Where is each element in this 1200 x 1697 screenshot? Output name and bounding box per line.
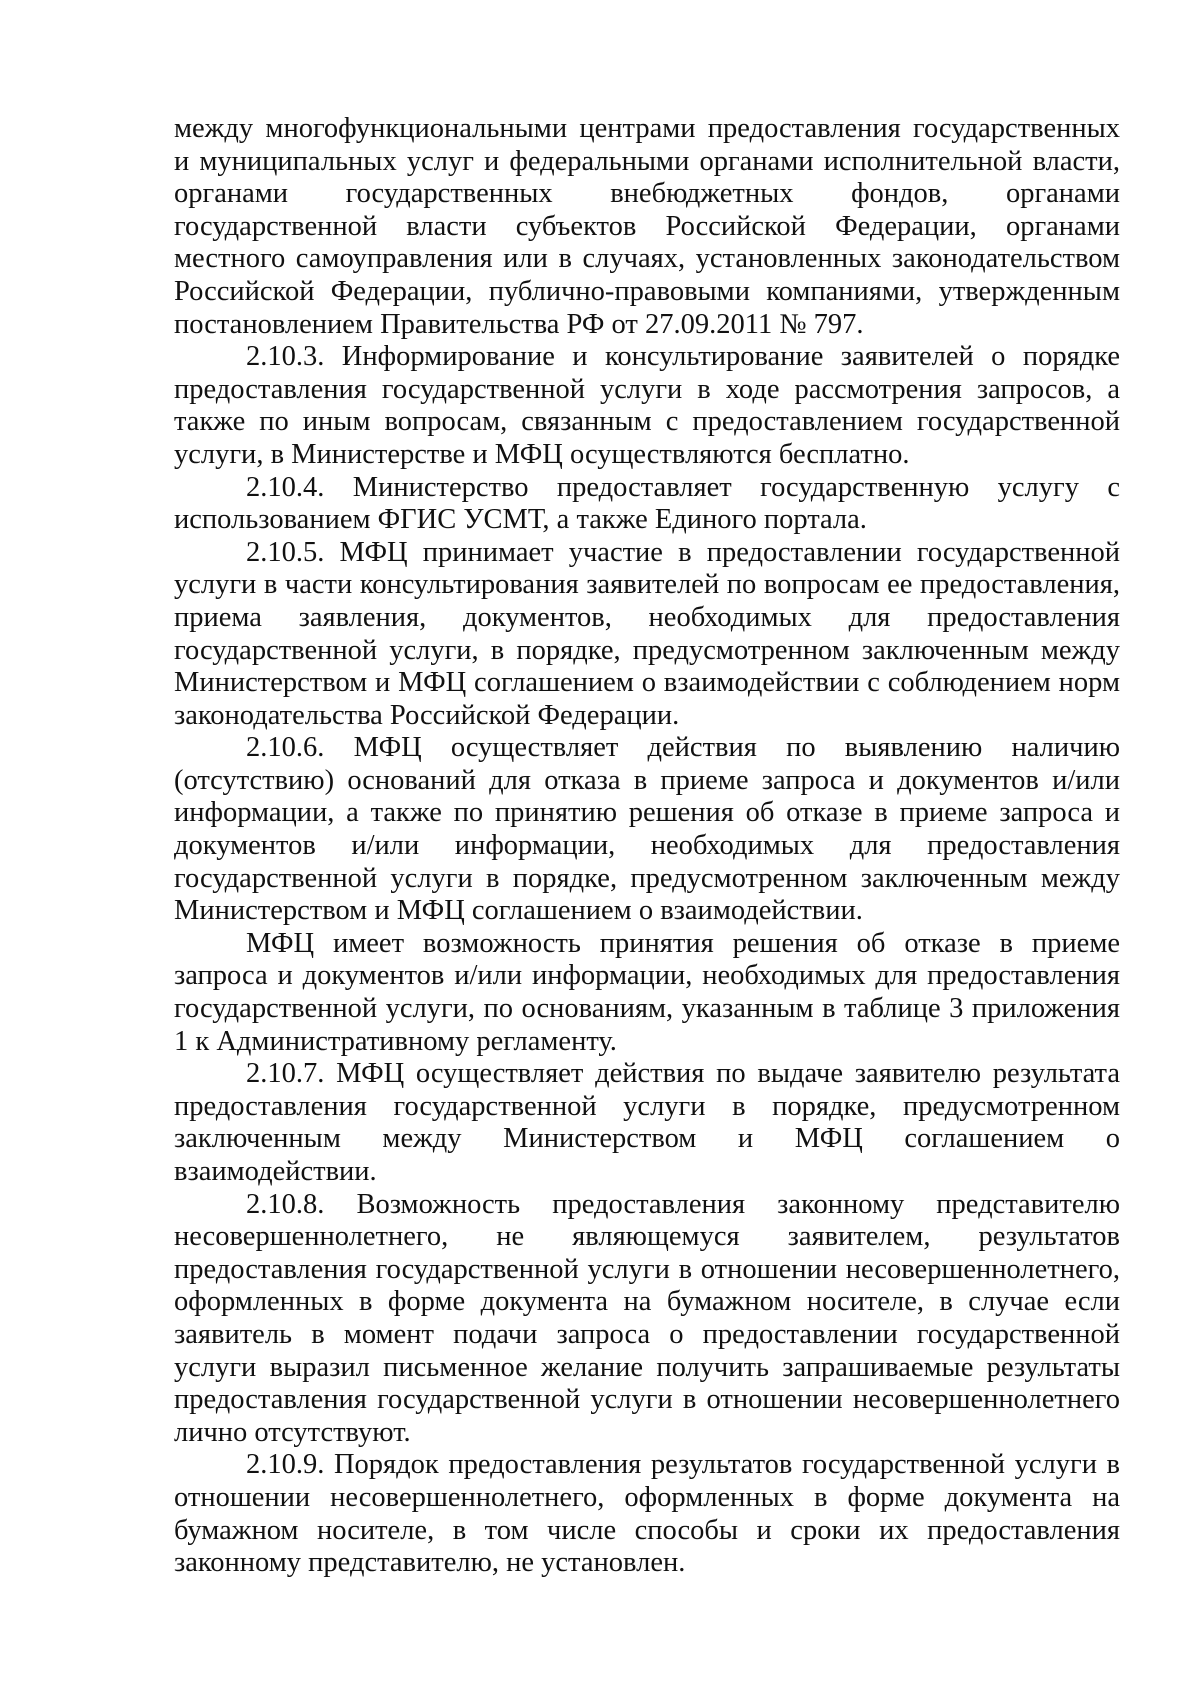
paragraph-mfc-refusal: МФЦ имеет возможность принятия решения об отказе в приеме запроса и документов и/или информации, необходимых для предоставления государственной услуги, по основаниям, указанным в таблице 3 приложения 1 к Административному регламенту. [174,927,1120,1057]
paragraph-2-10-6: 2.10.6. МФЦ осуществляет действия по выявлению наличию (отсутствию) оснований для отказа в приеме запроса и документов и/или информации, а также по принятию решения об отказе в приеме запроса и документов и/или информации, необходимых для предоставления государственной услуги в порядке, предусмотренном заключенным между Министерством и МФЦ соглашением о взаимодействии. [174,732,1120,927]
paragraph-2-10-7: 2.10.7. МФЦ осуществляет действия по выдаче заявителю результата предоставления государственной услуги в порядке, предусмотренном заключенным между Министерством и МФЦ соглашением о взаимодействии. [174,1058,1120,1187]
paragraph-2-10-9: 2.10.9. Порядок предоставления результатов государственной услуги в отношении несовершеннолетнего, оформленных в форме документа на бумажном носителе, в том числе способы и сроки их предоставления законному представителю, не установлен. [174,1449,1120,1579]
document-body [174,113,1120,1580]
paragraph-2-10-5: 2.10.5. МФЦ принимает участие в предоставлении государственной услуги в части консультирования заявителей по вопросам ее предоставления, приема заявления, документов, необходимых для предоставления государственной услуги, в порядке, предусмотренном заключенным между Министерством и МФЦ соглашением о взаимодействии с соблюдением норм законодательства Российской Федерации. [174,536,1120,731]
paragraph-2-10-3: 2.10.3. Информирование и консультирование заявителей о порядке предоставления государственной услуги в ходе рассмотрения запросов, а также по иным вопросам, связанным с предоставлением государственной услуги, в Министерстве и МФЦ осуществляются бесплатно. [174,341,1120,470]
paragraph-2-10-4: 2.10.4. Министерство предоставляет государственную услугу с использованием ФГИС УСМТ, а также Единого портала. [174,471,1120,536]
paragraph-2-10-8: 2.10.8. Возможность предоставления законному представителю несовершеннолетнего, не являющемуся заявителем, результатов предоставления государственной услуги в отношении несовершеннолетнего, оформленных в форме документа на бумажном носителе, в случае если заявитель в момент подачи запроса о предоставлении государственной услуги выразил письменное желание получить запрашиваемые результаты предоставления государственной услуги в отношении несовершеннолетнего лично отсутствуют. [174,1188,1120,1448]
paragraph-continuation: между многофункциональными центрами предоставления государственных и муниципальных услуг и федеральными органами исполнительной власти, органами государственных внебюджетных фондов, органами государственной власти субъектов Российской Федерации, органами местного самоуправления или в случаях, установленных законодательством Российской Федерации, публично-правовыми компаниями, утвержденным постановлением Правительства РФ от 27.09.2011 № 797. [174,113,1120,340]
